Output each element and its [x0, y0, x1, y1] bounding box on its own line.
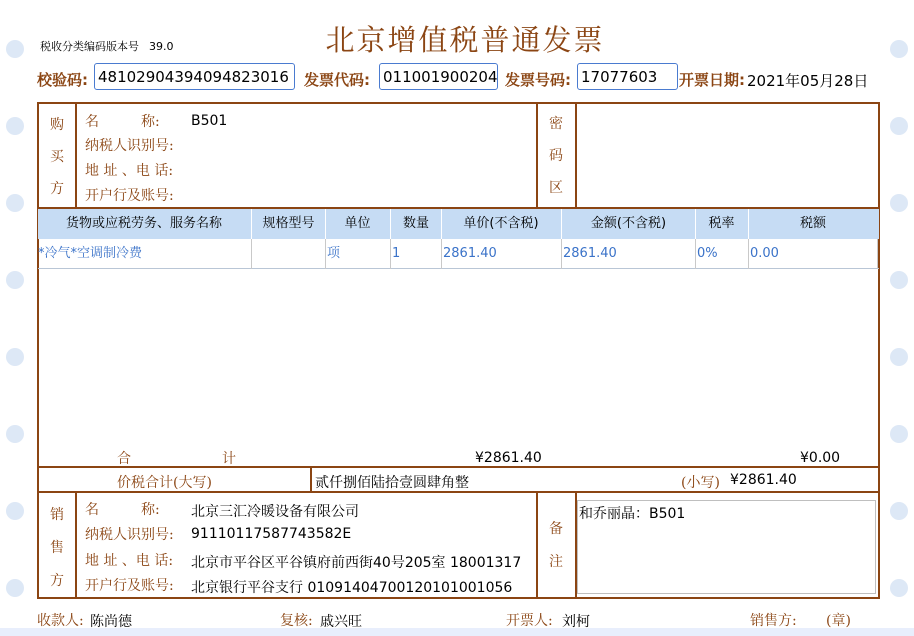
perforation-hole-left [6, 348, 24, 366]
row-separator [325, 239, 326, 269]
perforation-hole-right [890, 271, 908, 289]
col-header-spec: 规格型号 [262, 216, 315, 231]
cipher-side-char: 区 [549, 180, 563, 196]
invoice-number-label: 发票号码: [505, 71, 571, 89]
col-header-name: 货物或应税劳务、服务名称 [65, 216, 222, 231]
item-spec [253, 239, 323, 269]
remarks-side-char: 备 [549, 521, 563, 537]
row-separator [877, 239, 878, 269]
perforation-hole-right [890, 40, 908, 58]
item-amount: 2861.40 [563, 246, 617, 261]
item-tax: 0.00 [750, 246, 779, 261]
perforation-hole-left [6, 194, 24, 212]
item-rate: 0% [697, 246, 718, 261]
grand-total-small-value: ¥2861.40 [730, 472, 797, 488]
buyer-side-char: 方 [50, 181, 64, 197]
seller-address-value: 北京市平谷区平谷镇府前西街40号205室 18001317 [191, 555, 522, 571]
invoice-number-field[interactable]: 17077603 [577, 63, 678, 90]
cipher-side-char: 码 [549, 148, 563, 164]
seller-taxid-value: 91110117587743582E [191, 526, 352, 542]
code-version [40, 38, 174, 54]
col-header-tax: 税额 [799, 216, 826, 231]
col-header-price: 单价(不含税) [463, 216, 539, 231]
total-amount: ¥2861.40 [475, 450, 542, 466]
buyer-name-value: B501 [191, 113, 228, 129]
total-label-ji: 计 [222, 451, 236, 467]
seller-address-label: 地 址 、电 话: [85, 553, 174, 569]
check-code-field[interactable]: 48102904394094823016 [94, 63, 295, 90]
item-name: *冷气*空调制冷费 [38, 246, 143, 261]
buyer-address-label: 地 址 、电 话: [85, 163, 174, 179]
issuer-label: 开票人: [506, 613, 553, 629]
perforation-hole-right [890, 579, 908, 597]
col-header-rate: 税率 [708, 216, 735, 231]
row-separator [748, 239, 749, 269]
issue-date-value: 2021年05月28日 [747, 72, 869, 90]
invoice-code-label: 发票代码: [304, 71, 370, 89]
perforation-hole-right [890, 348, 908, 366]
reviewer-label: 复核: [280, 613, 313, 629]
seller-name-label: 名 称: [85, 502, 160, 518]
col-header-qty: 数量 [402, 216, 429, 231]
perforation-hole-right [890, 194, 908, 212]
seller-side-char: 方 [50, 573, 64, 589]
grand-total-label: 价税合计(大写) [117, 475, 212, 491]
item-price: 2861.40 [443, 246, 497, 261]
invoice-title: 北京增值税普通发票 [325, 23, 605, 57]
total-top-line [37, 466, 880, 468]
issue-date-label: 开票日期: [679, 71, 745, 89]
seller-side-char: 售 [50, 540, 64, 556]
seller-side-divider [75, 491, 77, 599]
seller-side-char: 销 [50, 507, 64, 523]
buyer-taxid-label: 纳税人识别号: [85, 138, 174, 154]
buyer-bank-label: 开户行及账号: [85, 188, 174, 204]
remarks-left-divider [536, 491, 538, 599]
grand-total-divider [310, 466, 312, 493]
item-unit: 项 [327, 246, 341, 261]
perforation-hole-left [6, 579, 24, 597]
buyer-side-char: 购 [50, 117, 64, 133]
remarks-side-char: 注 [549, 554, 563, 570]
total-tax: ¥0.00 [800, 450, 841, 466]
remarks-text: 和乔丽晶：B501 [579, 506, 686, 522]
cipher-side-char: 密 [549, 116, 563, 132]
row-separator [561, 239, 562, 269]
seller-name-value: 北京三汇冷暖设备有限公司 [191, 504, 359, 520]
perforation-hole-left [6, 117, 24, 135]
seller-taxid-label: 纳税人识别号: [85, 527, 174, 543]
row-separator [695, 239, 696, 269]
issuer-value: 刘柯 [562, 614, 590, 630]
perforation-hole-left [6, 425, 24, 443]
seller-seal-label: 销售方: [750, 613, 797, 629]
seller-bank-label: 开户行及账号: [85, 578, 174, 594]
col-header-amount: 金额(不含税) [590, 216, 667, 231]
grand-total-small-label: (小写) [681, 475, 720, 491]
cipher-label-divider [575, 102, 577, 209]
buyer-side-divider [75, 102, 77, 209]
perforation-hole-right [890, 117, 908, 135]
cipher-left-divider [536, 102, 538, 209]
perforation-hole-left [6, 271, 24, 289]
seal-mark: (章) [826, 613, 851, 629]
grand-total-words: 贰仟捌佰陆拾壹圆肆角整 [315, 475, 469, 491]
code-version-label: 税收分类编码版本号 [40, 40, 139, 53]
row-separator [390, 239, 391, 269]
perforation-hole-right [890, 425, 908, 443]
check-code-label: 校验码: [37, 71, 88, 89]
perforation-hole-left [6, 40, 24, 58]
row-separator [251, 239, 252, 269]
row-separator [441, 239, 442, 269]
col-header-unit: 单位 [344, 216, 371, 231]
payee-label: 收款人: [37, 613, 84, 629]
buyer-name-label: 名 称: [85, 114, 160, 130]
invoice-code-field[interactable]: 011001900204 [379, 63, 498, 90]
buyer-side-char: 买 [50, 149, 64, 165]
reviewer-value: 戚兴旺 [320, 614, 362, 630]
perforation-hole-right [890, 502, 908, 520]
item-qty: 1 [392, 246, 401, 261]
total-label-he: 合 [117, 451, 131, 467]
seller-bank-value: 北京银行平谷支行 01091404700120101001056 [191, 580, 513, 596]
code-version-value: 39.0 [149, 40, 174, 53]
perforation-hole-left [6, 502, 24, 520]
payee-value: 陈尚德 [90, 614, 132, 630]
